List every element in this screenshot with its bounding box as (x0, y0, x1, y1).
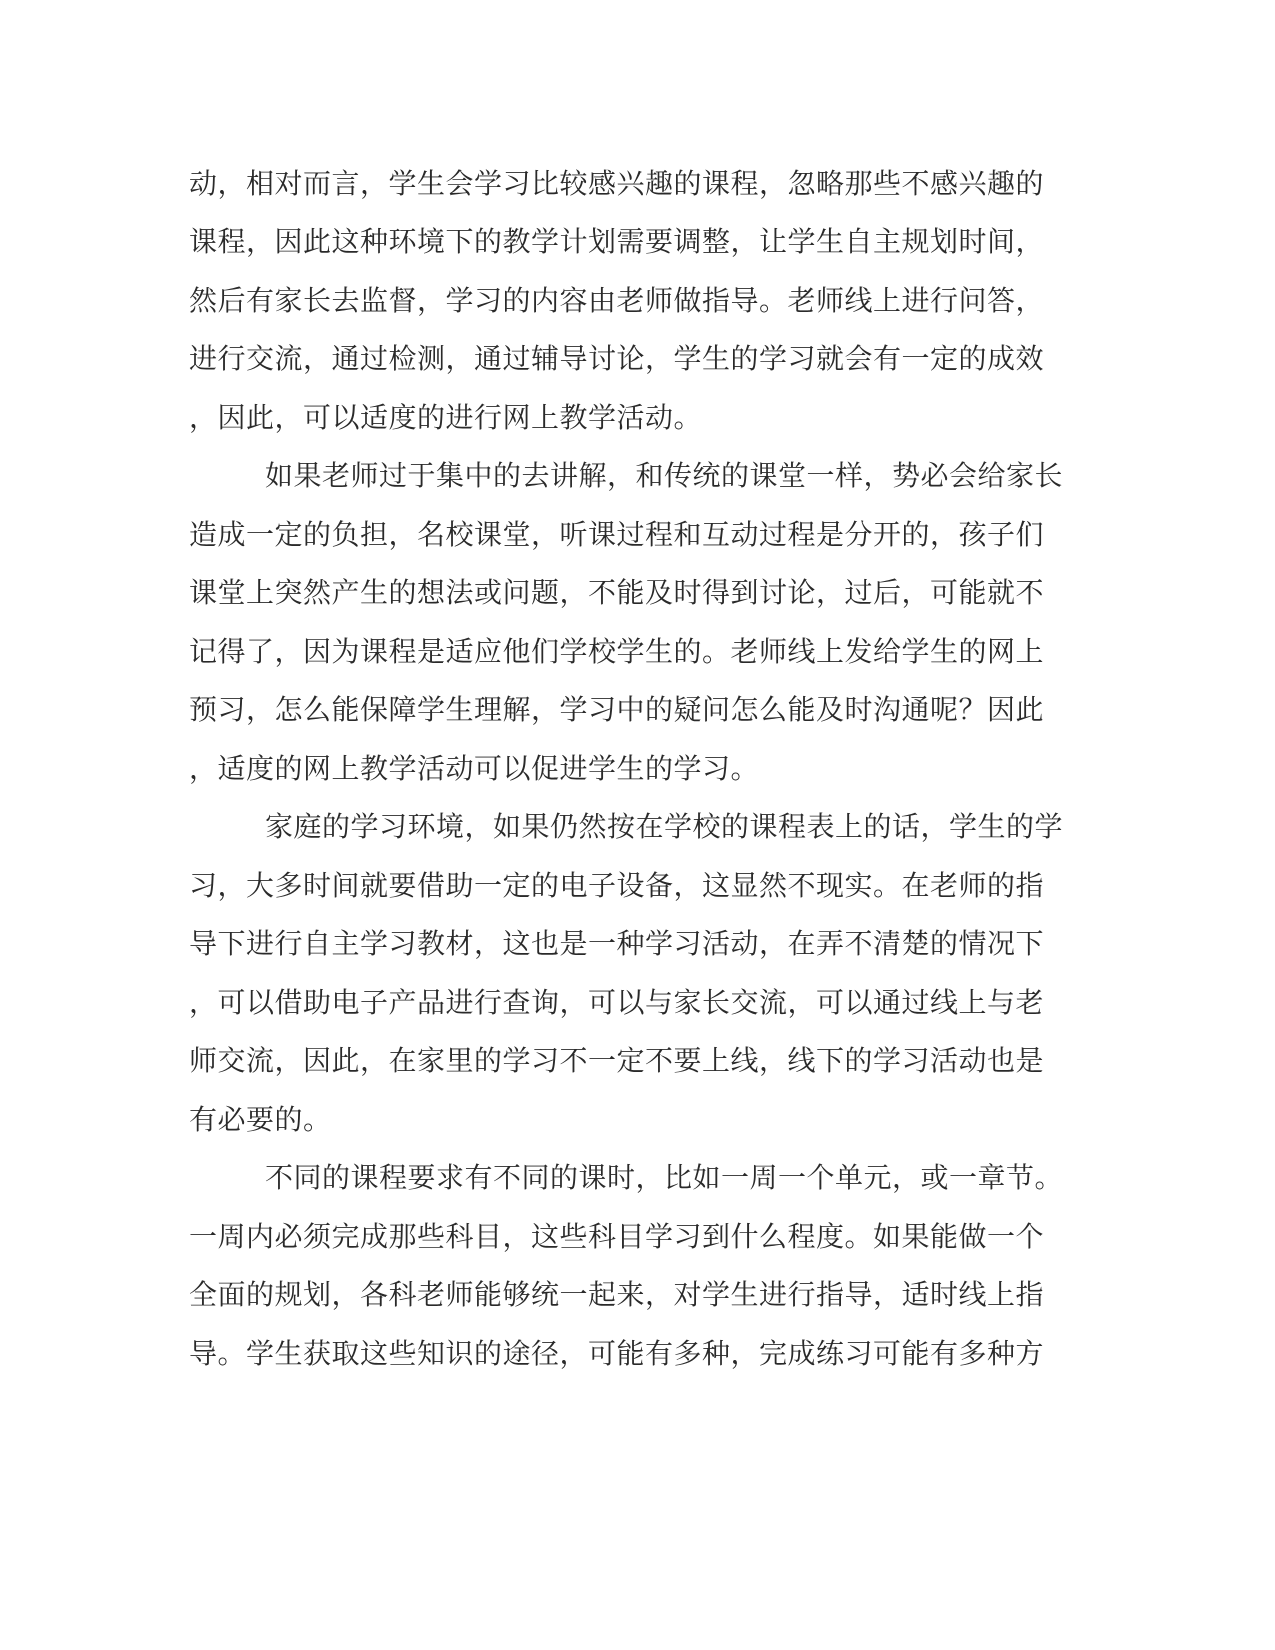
text-line: 导下进行自主学习教材，这也是一种学习活动，在弄不清楚的情况下 (189, 927, 1045, 960)
text-line: 一周内必须完成那些科目，这些科目学习到什么程度。如果能做一个 (189, 1220, 1045, 1253)
text-line: 然后有家长去监督，学习的内容由老师做指导。老师线上进行问答， (189, 284, 1045, 317)
text-line: 师交流，因此，在家里的学习不一定不要上线，线下的学习活动也是 (189, 1044, 1045, 1077)
text-line: 有必要的。 (189, 1103, 332, 1136)
text-line: 造成一定的负担，名校课堂，听课过程和互动过程是分开的，孩子们 (189, 518, 1045, 551)
text-line: 动，相对而言，学生会学习比较感兴趣的课程，忽略那些不感兴趣的 (189, 167, 1045, 200)
text-line: 习，大多时间就要借助一定的电子设备，这显然不现实。在老师的指 (189, 869, 1045, 902)
text-line: ，因此，可以适度的进行网上教学活动。 (189, 401, 703, 434)
text-line: 课堂上突然产生的想法或问题，不能及时得到讨论，过后，可能就不 (189, 576, 1045, 609)
text-line: 不同的课程要求有不同的课时，比如一周一个单元，或一章节。 (265, 1161, 1064, 1194)
text-line: 记得了，因为课程是适应他们学校学生的。老师线上发给学生的网上 (189, 635, 1045, 668)
text-line: 家庭的学习环境，如果仍然按在学校的课程表上的话，学生的学 (265, 810, 1064, 843)
text-line: 全面的规划，各科老师能够统一起来，对学生进行指导，适时线上指 (189, 1278, 1045, 1311)
text-line: ，可以借助电子产品进行查询，可以与家长交流，可以通过线上与老 (189, 986, 1045, 1019)
text-line: 进行交流，通过检测，通过辅导讨论，学生的学习就会有一定的成效 (189, 342, 1045, 375)
text-line: 预习，怎么能保障学生理解，学习中的疑问怎么能及时沟通呢？因此 (189, 693, 1045, 726)
text-line: 导。学生获取这些知识的途径，可能有多种，完成练习可能有多种方 (189, 1337, 1045, 1370)
text-line: 课程，因此这种环境下的教学计划需要调整，让学生自主规划时间， (189, 225, 1045, 258)
text-line: 如果老师过于集中的去讲解，和传统的课堂一样，势必会给家长 (265, 459, 1064, 492)
text-line: ，适度的网上教学活动可以促进学生的学习。 (189, 752, 760, 785)
